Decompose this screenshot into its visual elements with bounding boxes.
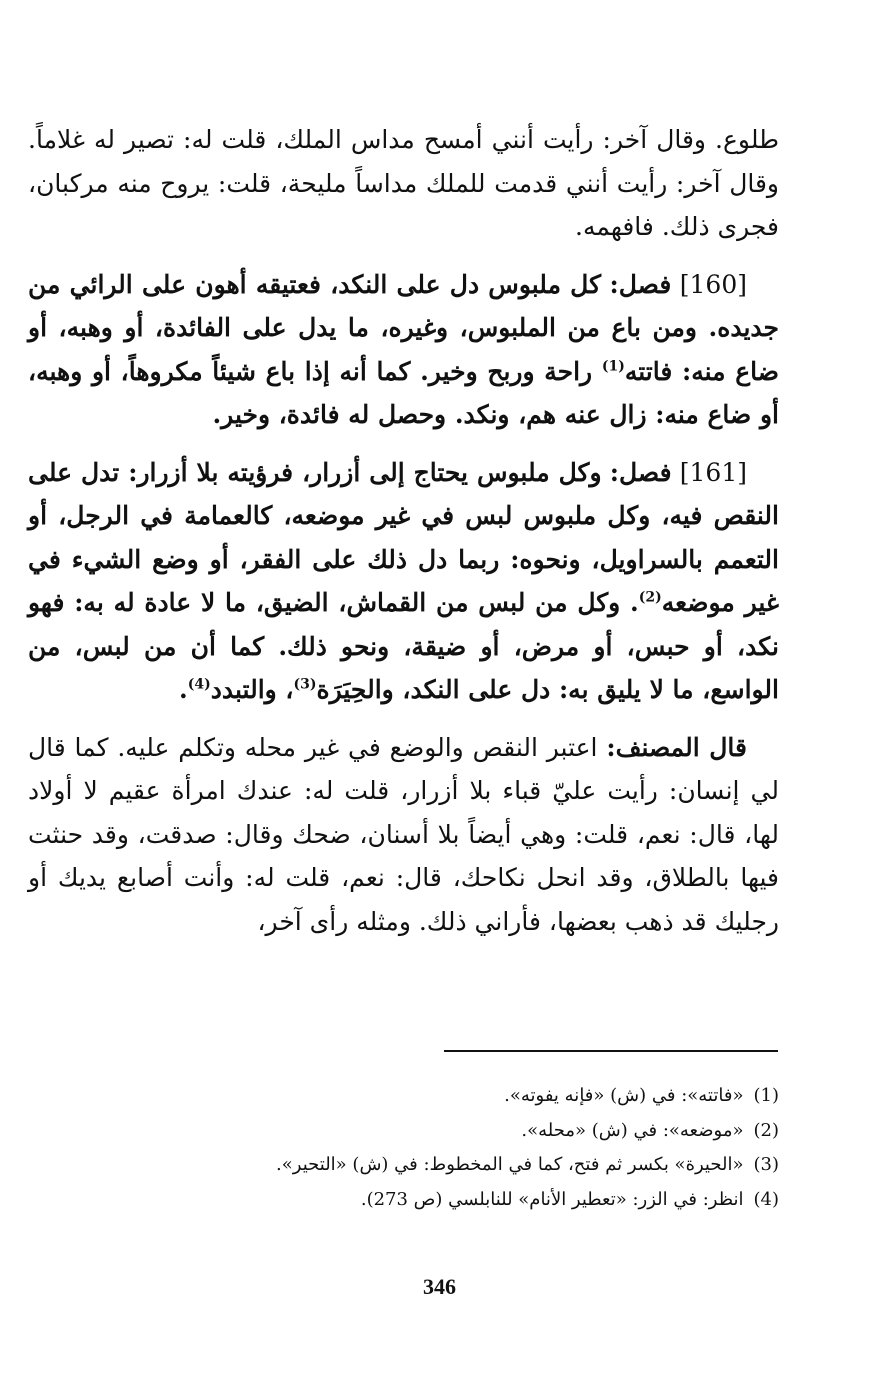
footnote-number: (3) — [753, 1154, 779, 1175]
footnote-ref-2[interactable]: (2) — [638, 589, 662, 606]
section-text-part: . — [179, 675, 188, 704]
section-text-part: وكل ملبوس يحتاج إلى أزرار، فرؤيته بلا أزرار: تدل على النقص فيه، وكل ملبوس لبس في غير موضعه، كالعمامة في الرجل، أو التعمم بالسراويل، ونحوه: ربما دل ذلك على الفقر، أو وضع الشيء في غير موضعه — [28, 457, 779, 617]
footnotes — [100, 1079, 779, 1217]
page-number: 346 — [423, 1274, 456, 1299]
paragraph-intro — [28, 118, 779, 249]
section-number: [160] — [679, 269, 747, 299]
footnote-4 — [100, 1183, 779, 1218]
footnote-text: «موضعه»: في (ش) «محله». — [521, 1119, 744, 1141]
paragraph-text: طلوع. وقال آخر: رأيت أنني أمسح مداس الملك، قلت له: تصير له غلاماً. وقال آخر: رأيت أنني قدمت للملك مداساً مليحة، قلت: يروح منه مركبان، فجرى ذلك. فافهمه. — [28, 125, 779, 241]
author-paragraph — [28, 726, 779, 944]
main-text — [28, 118, 779, 943]
section-label: فصل: — [609, 269, 672, 299]
footnote-number: (4) — [753, 1188, 779, 1210]
footnote-number: (2) — [753, 1119, 779, 1141]
footnote-3 — [100, 1148, 779, 1183]
footnote-text: انظر: في الزر: «تعطير الأنام» للنابلسي (ص 273). — [360, 1188, 744, 1210]
footnote-divider — [444, 1050, 778, 1052]
section-text-part: راحة وربح وخير. كما أنه إذا باع شيئاً مكروهاً، أو وهبه، أو ضاع منه: زال عنه هم، ونكد. وحصل له فائدة، وخير. — [28, 356, 779, 429]
footnote-number: (1) — [753, 1085, 779, 1106]
footnote-text: «فاتته»: في (ش) «فإنه يفوته». — [504, 1085, 744, 1106]
section-text-part: كل ملبوس دل على النكد، فعتيقه أهون على الرائي من جديده. ومن باع من الملبوس، وغيره، ما يدل على الفائدة، أو وهبه، أو ضاع منه: فاتته — [28, 269, 779, 386]
section-text-part: ، والتبدد — [210, 675, 294, 704]
section-text — [28, 458, 779, 705]
footnote-1 — [100, 1079, 779, 1114]
footnote-ref-3[interactable]: (3) — [293, 676, 317, 693]
paragraph-text: اعتبر النقص والوضع في غير محله وتكلم عليه. كما قال لي إنسان: رأيت عليّ قباء بلا أزرار، قلت له: عندك امرأة عقيم لا أولاد لها، قال: نعم، قلت: وهي أيضاً بلا أسنان، ضحك وقال: صدقت، وقد حنثت فيها بالطلاق، وقد انحل نكاحك، قال: نعم، قلت له: وأنت أصابع يديك أو رجليك قد ذهب بعضها، فأراني ذلك. ومثله رأى آخر، — [28, 732, 779, 936]
section-161 — [28, 451, 779, 712]
footnote-2 — [100, 1114, 779, 1149]
section-text-part: . وكل من لبس من القماش، الضيق، ما لا عادة له به: فهو نكد، أو حبس، أو مرض، أو ضيقة، ونحو ذلك. كما أن من لبس، من الواسع، ما لا يليق به: دل على النكد، والحِيَرَة — [28, 588, 779, 704]
author-label: قال المصنف: — [606, 732, 747, 762]
footnote-ref-4[interactable]: (4) — [187, 676, 211, 693]
section-number: [161] — [679, 457, 747, 487]
section-160 — [28, 263, 779, 437]
section-label: فصل: — [609, 457, 672, 487]
footnote-ref-1[interactable]: (1) — [601, 358, 625, 375]
footnote-text: «الحيرة» بكسر ثم فتح، كما في المخطوط: في (ش) «التحير». — [276, 1154, 744, 1175]
